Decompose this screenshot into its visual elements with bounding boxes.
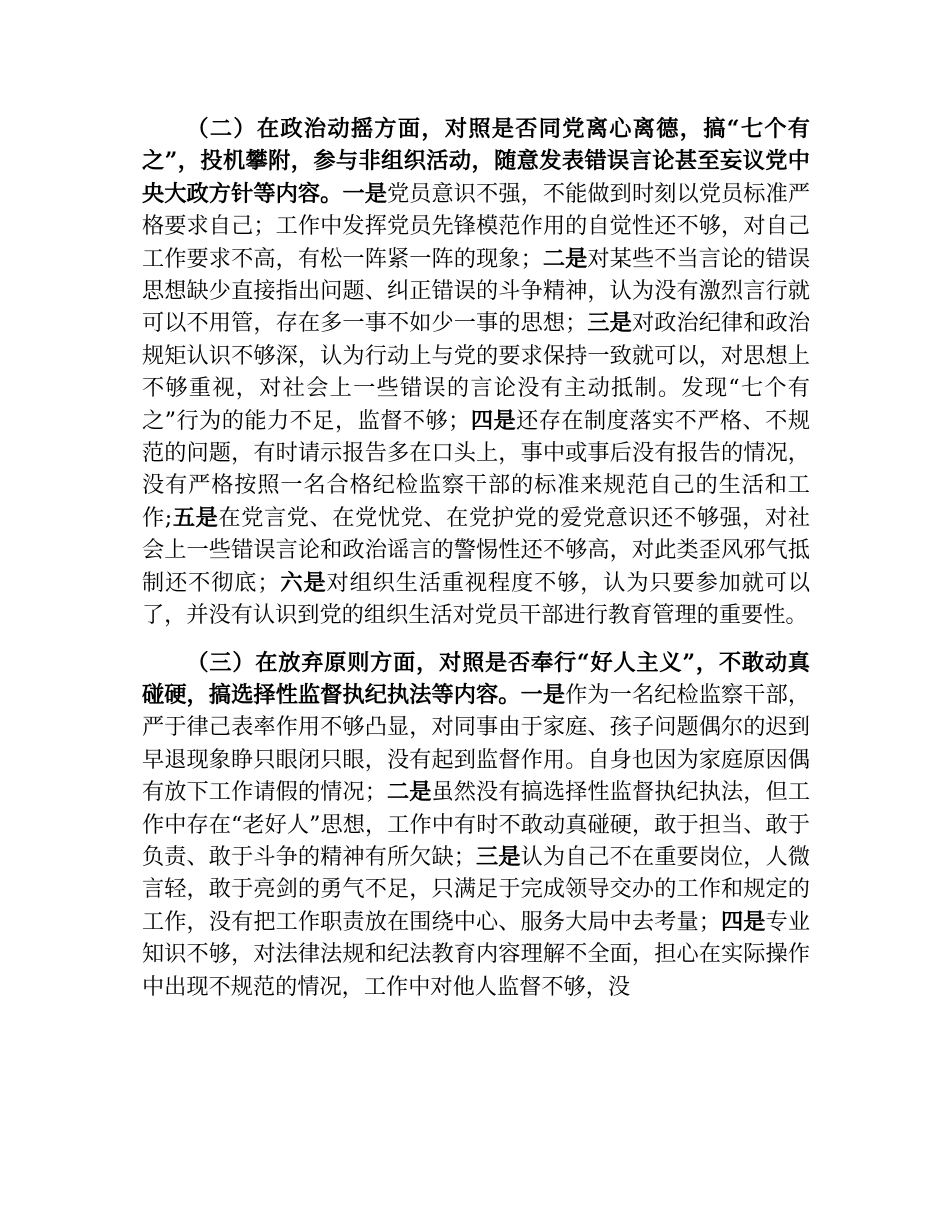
item-marker: 一是 (520, 681, 566, 708)
section-3-heading: （三）在放弃原则方面，对照是否奉行“好人主义”，不敢动真碰硬，搞选择性监督执纪执法等内容。 (142, 649, 810, 708)
item-marker: 四是 (470, 407, 517, 434)
document-page (142, 113, 810, 1003)
item-marker: 二是 (542, 245, 588, 272)
item-text: 党员意识不强，不能做到时刻以党员标准严格要求自己；工作中发挥党员先锋模范作用的自觉性还不够，对自己工作要求不高，有松一阵紧一阵的现象； (142, 180, 811, 272)
item-marker: 六是 (279, 569, 327, 596)
section-2-paragraph (142, 113, 810, 632)
section-3-paragraph (142, 647, 810, 1003)
item-text: 对政治纪律和政治规矩认识不够深，认为行动上与党的要求保持一致就可以，对思想上不够重视，对社会上一些错误的言论没有主动抵制。发现“七个有之”行为的能力不足，监督不够； (142, 310, 811, 434)
item-text: 对组织生活重视程度不够，认为只要参加就可以了，并没有认识到党的组织生活对党员干部进行教育管理的重要性。 (142, 569, 811, 629)
item-text: 对某些不当言论的错误思想缺少直接指出问题、纠正错误的斗争精神，认为没有激烈言行就可以不用管，存在多一事不如少一事的思想； (142, 245, 811, 337)
item-text: 在党言党、在党忧党、在党护党的爱党意识还不够强，对社会上一些错误言论和政治谣言的警惕性还不够高，对此类歪风邪气抵制还不彻底； (142, 504, 811, 596)
section-2-heading: （二）在政治动摇方面，对照是否同党离心离德，搞“七个有之”，投机攀附，参与非组织活动，随意发表错误言论甚至妄议党中央大政方针等内容。 (142, 116, 810, 207)
item-marker: 一是 (342, 180, 387, 207)
item-marker: 四是 (720, 908, 766, 935)
item-text: 专业知识不够，对法律法规和纪法教育内容理解不全面，担心在实际操作中出现不规范的情况，工作中对他人监督不够，没 (142, 908, 811, 1000)
item-marker: 三是 (587, 310, 632, 337)
item-text: 虽然没有搞选择性监督执纪执法，但工作中存在“老好人”思想，工作中有时不敢动真碰硬，敢于担当、敢于负责、敢于斗争的精神有所欠缺； (142, 779, 811, 870)
item-text: 作为一名纪检监察干部，严于律己表率作用不够凸显，对同事由于家庭、孩子问题偶尔的迟到早退现象睁只眼闭只眼，没有起到监督作用。自身也因为家庭原因偶有放下工作请假的情况； (142, 681, 811, 806)
item-text: 还存在制度落实不严格、不规范的问题，有时请示报告多在口头上，事中或事后没有报告的情况，没有严格按照一名合格纪检监察干部的标准来规范自己的生活和工作; (142, 407, 811, 531)
item-marker: 五是 (172, 504, 219, 531)
item-marker: 二是 (386, 779, 432, 806)
item-text: 认为自己不在重要岗位，人微言轻，敢于亮剑的勇气不足，只满足于完成领导交办的工作和规定的工作，没有把工作职责放在围绕中心、服务大局中去考量； (142, 843, 811, 935)
item-marker: 三是 (475, 843, 521, 870)
